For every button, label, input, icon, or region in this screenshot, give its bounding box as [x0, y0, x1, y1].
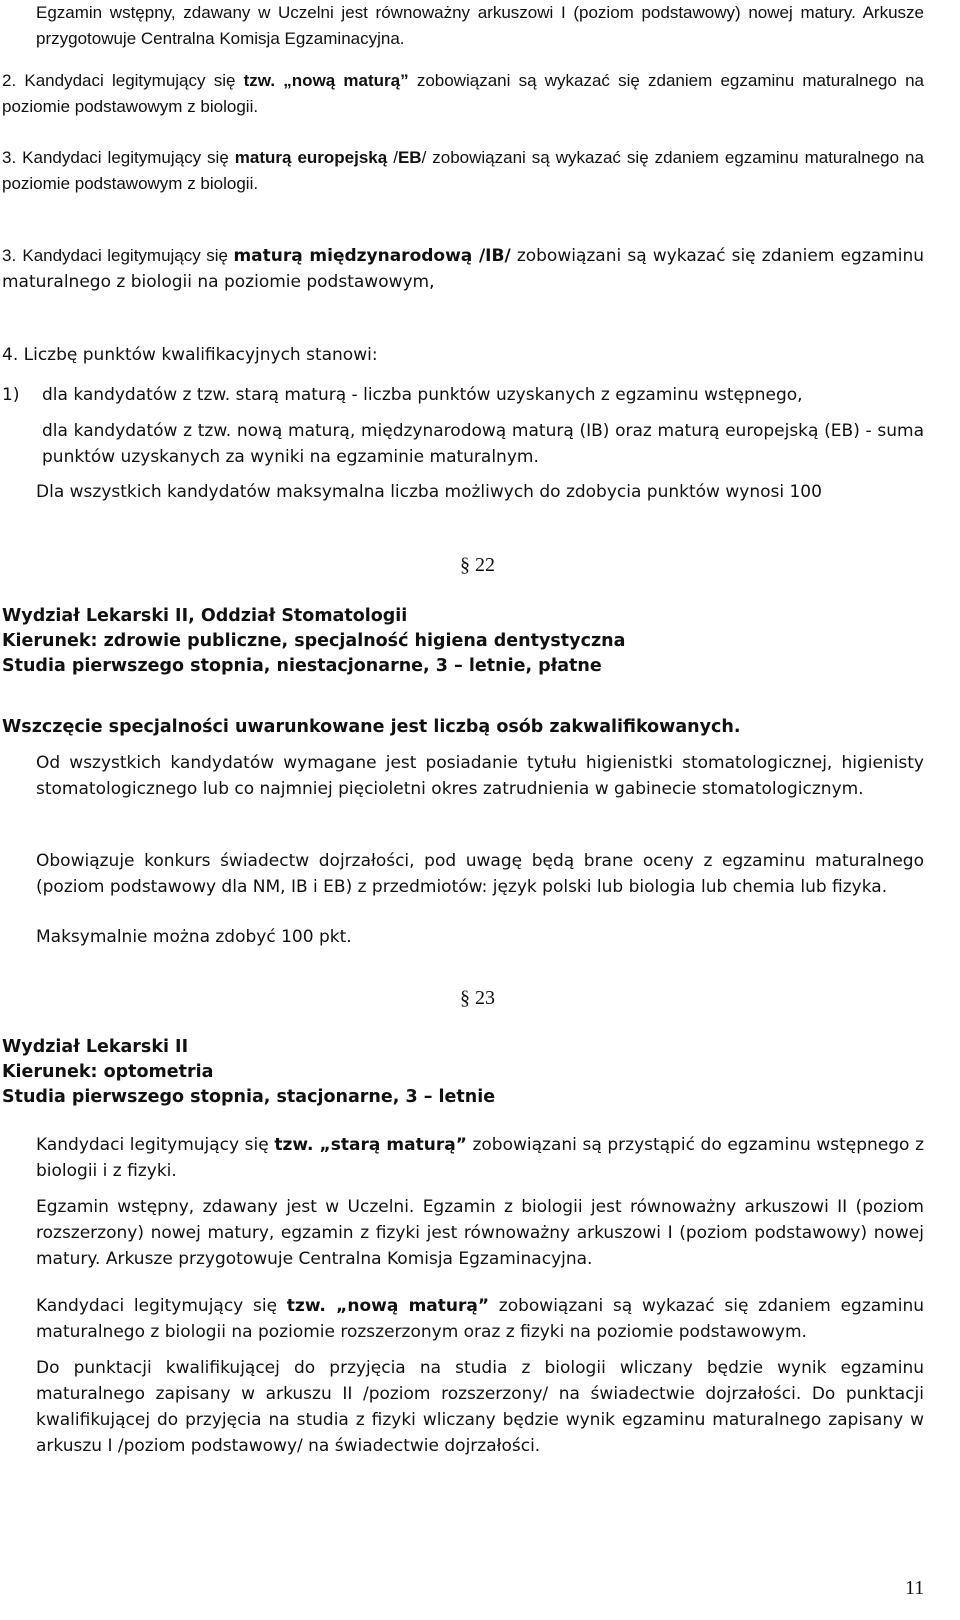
sec23-item-1: Kandydaci legitymujący się tzw. „starą maturą” zobowiązani są przystąpić do egzaminu wstępnego z biologii i z fizyki.: [36, 1135, 924, 1181]
sec23-major-heading: Kierunek: optometria: [2, 1062, 214, 1082]
item-3-ib: 3. Kandydaci legitymujący się maturą międzynarodową /IB/ zobowiązani są wykazać się zdaniem egzaminu maturalnego z biologii na poziomie podstawowym,: [2, 246, 925, 292]
item-4-1: 1) dla kandydatów z tzw. starą maturą - liczba punktów uzyskanych z egzaminu wstępnego,: [2, 385, 803, 405]
sec22-max-points: Maksymalnie można zdobyć 100 pkt.: [36, 927, 352, 947]
item-2-nowa-matura: 2. Kandydaci legitymujący się tzw. „nową maturą” zobowiązani są wykazać się zdaniem egzaminu maturalnego na poziomie podstawowym z biologii.: [2, 71, 924, 116]
sec23-study-heading: Studia pierwszego stopnia, stacjonarne, 3 – letnie: [2, 1087, 496, 1107]
page-number: 11: [905, 1577, 925, 1599]
sec23-item-1-details: Egzamin wstępny, zdawany jest w Uczelni. Egzamin z biologii jest równoważny arkuszowi II (poziom rozszerzony) nowej matury, egzamin z fizyki jest równoważny arkuszowi I (poziom podstawowy) nowej matury. Arkusze przygotowuje Centralna Komisja Egzaminacyjna.: [36, 1197, 924, 1269]
max-points-note: Dla wszystkich kandydatów maksymalna liczba możliwych do zdobycia punktów wynosi 100: [36, 482, 822, 502]
intro-paragraph: Egzamin wstępny, zdawany w Uczelni jest równoważny arkuszowi I (poziom podstawowy) nowej matury. Arkusze przygotowuje Centralna Komisja Egzaminacyjna.: [36, 3, 924, 48]
sec22-major-heading: Kierunek: zdrowie publiczne, specjalność higiena dentystyczna: [2, 631, 626, 651]
sec22-faculty-heading: Wydział Lekarski II, Oddział Stomatologii: [2, 606, 408, 626]
sec22-study-heading: Studia pierwszego stopnia, niestacjonarne, 3 – letnie, płatne: [2, 656, 602, 676]
section-23-label: § 23: [460, 987, 495, 1009]
sec22-item-1: Od wszystkich kandydatów wymagane jest posiadanie tytułu higienistki stomatologicznej, higienisty stomatologicznego lub co najmniej pięcioletni okres zatrudnienia w gabinecie stomatologicznym.: [36, 753, 924, 799]
section-22-label: § 22: [460, 554, 495, 576]
sec22-specialization-note: Wszczęcie specjalności uwarunkowane jest liczbą osób zakwalifikowanych.: [2, 717, 741, 737]
item-4-heading: 4. Liczbę punktów kwalifikacyjnych stanowi:: [2, 345, 378, 365]
sec23-faculty-heading: Wydział Lekarski II: [2, 1037, 189, 1057]
item-4-2: dla kandydatów z tzw. nową maturą, międzynarodową maturą (IB) oraz maturą europejską (EB) - suma punktów uzyskanych za wyniki na egzaminie maturalnym.: [42, 421, 924, 467]
sec23-item-2: Kandydaci legitymujący się tzw. „nową maturą” zobowiązani są wykazać się zdaniem egzaminu maturalnego z biologii na poziomie rozszerzonym oraz z fizyki na poziomie podstawowym.: [36, 1296, 924, 1342]
sec23-item-2-details: Do punktacji kwalifikującej do przyjęcia na studia z biologii wliczany będzie wynik egzaminu maturalnego zapisany w arkuszu II /poziom rozszerzony/ na świadectwie dojrzałości. Do punktacji kwalifikującej do przyjęcia na studia z fizyki wliczany będzie wynik egzaminu maturalnego zapisany w arkuszu I /poziom podstawowy/ na świadectwie dojrzałości.: [36, 1358, 924, 1456]
sec22-item-2: Obowiązuje konkurs świadectw dojrzałości, pod uwagę będą brane oceny z egzaminu maturalnego (poziom podstawowy dla NM, IB i EB) z przedmiotów: język polski lub biologia lub chemia lub fizyka.: [36, 851, 924, 897]
item-3-eb: 3. Kandydaci legitymujący się maturą europejską /EB/ zobowiązani są wykazać się zdaniem egzaminu maturalnego na poziomie podstawowym z biologii.: [2, 148, 924, 193]
